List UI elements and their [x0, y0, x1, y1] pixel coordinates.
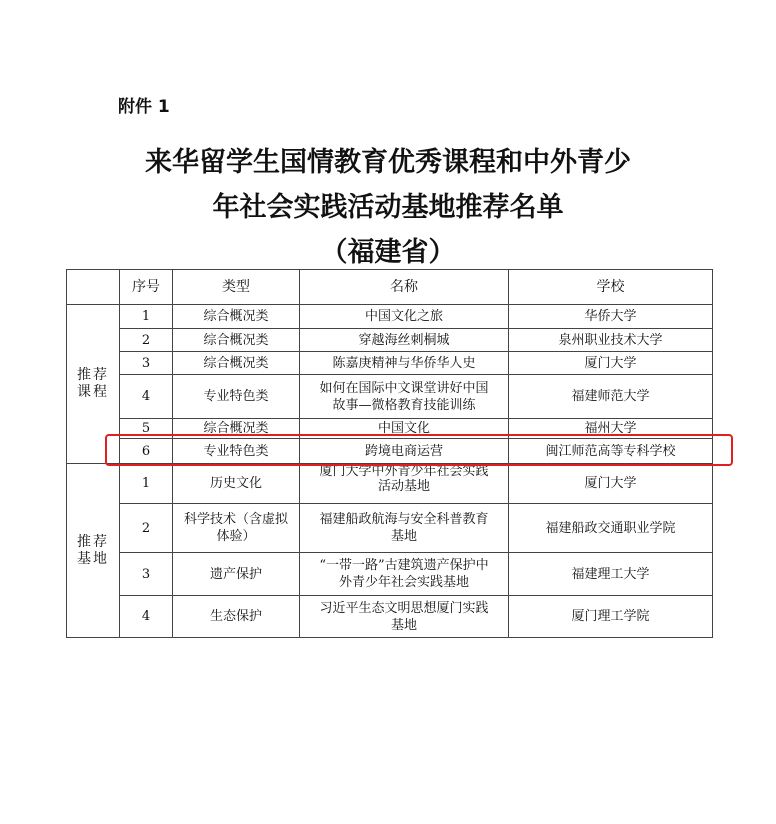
- row-name: [300, 504, 509, 553]
- row-type: [173, 504, 300, 553]
- row-index: 6: [120, 439, 173, 464]
- row-type: 遗产保护: [173, 553, 300, 596]
- group-label-line: 课程: [77, 384, 109, 400]
- row-name-line: 基地: [390, 529, 417, 544]
- table-row: [67, 305, 713, 329]
- row-type: 生态保护: [173, 596, 300, 638]
- group-label-line: 基地: [77, 550, 109, 567]
- header-type: 类型: [173, 270, 300, 305]
- row-type: 历史文化: [173, 464, 300, 504]
- row-type: 综合概况类: [173, 419, 300, 439]
- group-label-courses: [67, 305, 120, 464]
- row-type-line: 体验）: [216, 529, 256, 544]
- row-index: 5: [120, 419, 173, 439]
- row-school: 华侨大学: [509, 305, 713, 329]
- row-school: 泉州职业技术大学: [509, 329, 713, 352]
- row-school: 福建理工大学: [509, 553, 713, 596]
- header-blank: [67, 270, 120, 305]
- row-index: 1: [120, 305, 173, 329]
- row-name: 穿越海丝刺桐城: [300, 329, 509, 352]
- table-row: [67, 464, 713, 504]
- row-name: [300, 375, 509, 419]
- table-row: [67, 352, 713, 375]
- header-school: 学校: [509, 270, 713, 305]
- row-school: 厦门大学: [509, 464, 713, 504]
- table-row: [67, 553, 713, 596]
- row-school: 厦门理工学院: [509, 596, 713, 638]
- row-name-line: 外青少年社会实践基地: [338, 575, 469, 590]
- header-name: 名称: [300, 270, 509, 305]
- table-header-row: [67, 270, 713, 305]
- group-label-bases: [67, 464, 120, 638]
- row-type: 专业特色类: [173, 375, 300, 419]
- table-row-highlighted: [67, 439, 713, 464]
- row-name-line: 习近平生态文明思想厦门实践: [319, 600, 489, 616]
- row-index: 4: [120, 596, 173, 638]
- recommendation-table: [66, 269, 713, 638]
- row-index: 3: [120, 352, 173, 375]
- row-type-line: 科学技术（含虚拟: [183, 512, 288, 527]
- row-name-line: 如何在国际中文课堂讲好中国: [319, 380, 489, 396]
- table-row: [67, 419, 713, 439]
- group-label-line: 推荐: [77, 367, 109, 383]
- row-name-line: 福建船政航海与安全科普教育: [319, 512, 489, 527]
- row-name: [300, 553, 509, 596]
- row-school: 闽江师范高等专科学校: [509, 439, 713, 464]
- row-school: 厦门大学: [509, 352, 713, 375]
- row-name-line: 基地: [390, 617, 417, 633]
- document-title: [0, 140, 776, 275]
- row-name: 中国文化: [300, 419, 509, 439]
- row-index: 3: [120, 553, 173, 596]
- group-label-line: 推荐: [77, 533, 109, 550]
- row-name: 中国文化之旅: [300, 305, 509, 329]
- table-row: [67, 329, 713, 352]
- row-name-line: “一带一路”古建筑遗产保护中: [319, 558, 489, 573]
- row-index: 2: [120, 504, 173, 553]
- row-name-line: 厦门大学中外青少年社会实践: [319, 464, 489, 479]
- row-name: 陈嘉庚精神与华侨华人史: [300, 352, 509, 375]
- row-school: 福州大学: [509, 419, 713, 439]
- row-index: 2: [120, 329, 173, 352]
- row-name: [300, 464, 509, 504]
- row-type: 综合概况类: [173, 305, 300, 329]
- row-type: 综合概况类: [173, 329, 300, 352]
- row-name: [300, 596, 509, 638]
- row-index: 1: [120, 464, 173, 504]
- row-index: 4: [120, 375, 173, 419]
- row-name-line: 故事—微格教育技能训练: [332, 397, 476, 413]
- header-index: 序号: [120, 270, 173, 305]
- row-type: 综合概况类: [173, 352, 300, 375]
- table-row: [67, 504, 713, 553]
- attachment-label: 附件 1: [118, 97, 170, 117]
- row-name: 跨境电商运营: [300, 439, 509, 464]
- row-school: 福建船政交通职业学院: [509, 504, 713, 553]
- title-line-1: 来华留学生国情教育优秀课程和中外青少: [145, 147, 631, 178]
- row-name-line: 活动基地: [377, 479, 430, 494]
- row-school: 福建师范大学: [509, 375, 713, 419]
- title-line-2: 年社会实践活动基地推荐名单: [212, 192, 564, 223]
- title-line-3: （福建省）: [320, 237, 456, 268]
- row-type: 专业特色类: [173, 439, 300, 464]
- table-row: [67, 596, 713, 638]
- table-row: [67, 375, 713, 419]
